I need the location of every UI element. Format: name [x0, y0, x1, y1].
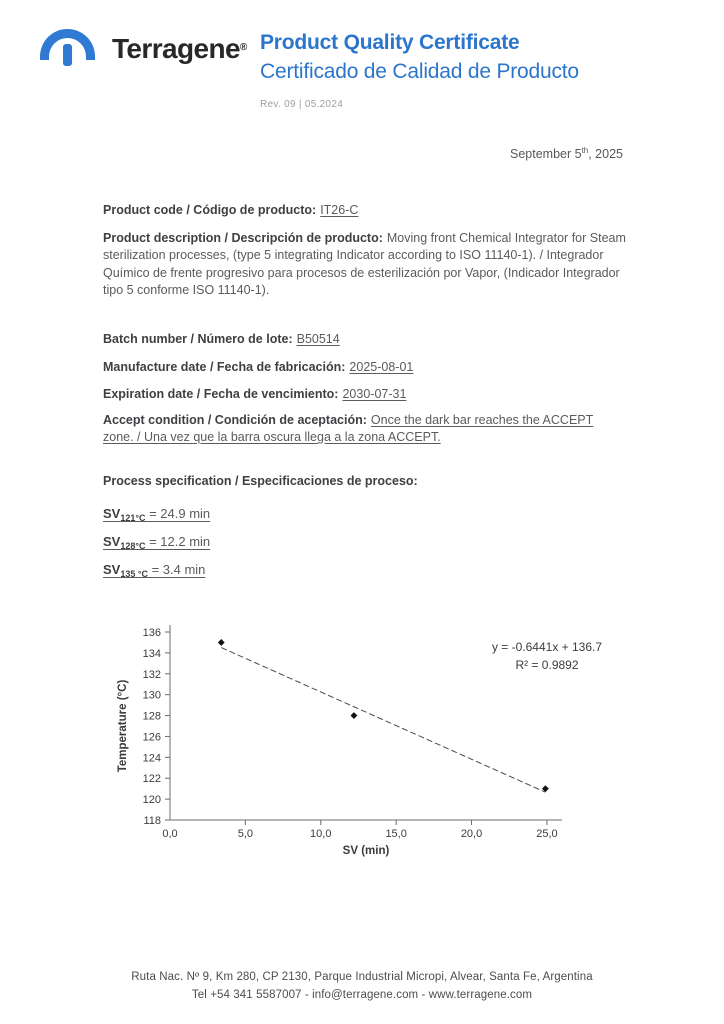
manufacture-date-label: Manufacture date / Fecha de fabricación: [103, 359, 346, 374]
sv-135-subscript: 135 °C [120, 569, 148, 579]
x-tick-label: 20,0 [460, 828, 483, 840]
sv-135-prefix: SV [103, 562, 121, 577]
r-squared-value: R² = 0.9892 [515, 658, 579, 672]
process-spec-heading [103, 473, 627, 491]
x-tick-label: 5,0 [237, 828, 254, 840]
sv-128-value: = 12.2 min [145, 534, 211, 549]
batch-number-value: B50514 [296, 331, 340, 346]
issue-date-ordinal: th [581, 146, 589, 155]
y-tick-label: 122 [142, 773, 161, 786]
y-tick-label: 120 [142, 794, 161, 807]
x-axis-title: SV (min) [342, 845, 390, 857]
y-tick-label: 130 [142, 689, 161, 702]
x-tick-label: 25,0 [536, 828, 558, 840]
sv-128-row [103, 534, 210, 551]
product-code-value: IT26-C [320, 202, 359, 217]
document-title-block [260, 31, 700, 110]
sv-121-prefix: SV [103, 506, 121, 521]
batch-number-row [103, 331, 627, 349]
y-axis-title: Temperature (°C) [117, 679, 129, 773]
accept-condition-row [103, 412, 627, 447]
product-code-row [103, 202, 627, 220]
x-tick-label: 10,0 [310, 828, 332, 840]
issue-date-day: September 5 [509, 147, 582, 161]
logo-stem-shape [63, 44, 72, 66]
expiration-date-label: Expiration date / Fecha de vencimiento: [103, 386, 339, 401]
manufacture-date-row [103, 359, 627, 377]
expiration-date-value: 2030-07-31 [342, 386, 407, 401]
y-tick-label: 126 [142, 731, 161, 744]
expiration-date-row [103, 386, 627, 404]
process-spec-heading-text: Process specification / Especificaciones de proceso: [103, 473, 418, 488]
accept-condition-value: Once the dark bar reaches the ACCEPT zone. / Una vez que la barra oscura llega a la zona ACCEPT. [103, 412, 594, 444]
accept-condition-label: Accept condition / Condición de aceptación: [103, 412, 367, 427]
trendline [221, 648, 545, 793]
document-title-en: Product Quality Certificate [260, 31, 520, 54]
y-tick-label: 128 [142, 710, 161, 723]
manufacture-date-value: 2025-08-01 [349, 359, 414, 374]
product-description-value: Moving front Chemical Integrator for Steam sterilization processes, (type 5 integrating Indicator according to ISO 11140-1). / Integrador Químico de frente progresivo para procesos de esterilización por Vapor, (Indicador Integrador tipo 5 conforme ISO 11140-1). [103, 230, 626, 297]
sv-121-row [103, 506, 210, 523]
sv-128-prefix: SV [103, 534, 121, 549]
sv-121-value: = 24.9 min [145, 506, 211, 521]
footer-contact: Tel +54 341 5587007 - info@terragene.com - www.terragene.com [191, 989, 533, 1001]
data-point [351, 712, 358, 719]
footer-address: Ruta Nac. Nº 9, Km 280, CP 2130, Parque Industrial Micropi, Alvear, Santa Fe, Argentina [131, 971, 593, 983]
terragene-logo [40, 27, 247, 75]
product-description-label: Product description / Descripción de producto: [103, 230, 383, 245]
sv-temperature-chart-svg [110, 617, 620, 867]
issue-date-year: , 2025 [588, 147, 623, 161]
y-tick-label: 118 [143, 815, 161, 827]
sv-135-row [103, 562, 205, 579]
x-tick-label: 0,0 [162, 828, 178, 840]
batch-number-label: Batch number / Número de lote: [103, 331, 293, 346]
y-tick-label: 134 [142, 647, 161, 660]
document-title-es: Certificado de Calidad de Producto [260, 60, 579, 83]
product-description-row [103, 230, 627, 300]
data-point [218, 639, 225, 646]
sv-temperature-chart [110, 617, 620, 867]
y-tick-label: 136 [142, 627, 161, 639]
y-tick-label: 132 [142, 668, 161, 681]
registered-mark: ® [239, 42, 247, 53]
brand-text: Terragene [112, 33, 240, 64]
sv-121-subscript: 121°C [120, 513, 146, 523]
x-tick-label: 15,0 [385, 828, 407, 840]
brand-name [112, 33, 247, 65]
issue-date [103, 146, 623, 161]
terragene-arch-icon [40, 27, 95, 75]
sv-128-subscript: 128°C [120, 541, 146, 551]
trendline-equation: y = -0.6441x + 136.7 [491, 640, 603, 654]
sv-135-value: = 3.4 min [147, 562, 206, 577]
revision-label: Rev. 09 | 05.2024 [260, 99, 344, 110]
product-code-label: Product code / Código de producto: [103, 202, 317, 217]
y-tick-label: 124 [142, 752, 161, 765]
